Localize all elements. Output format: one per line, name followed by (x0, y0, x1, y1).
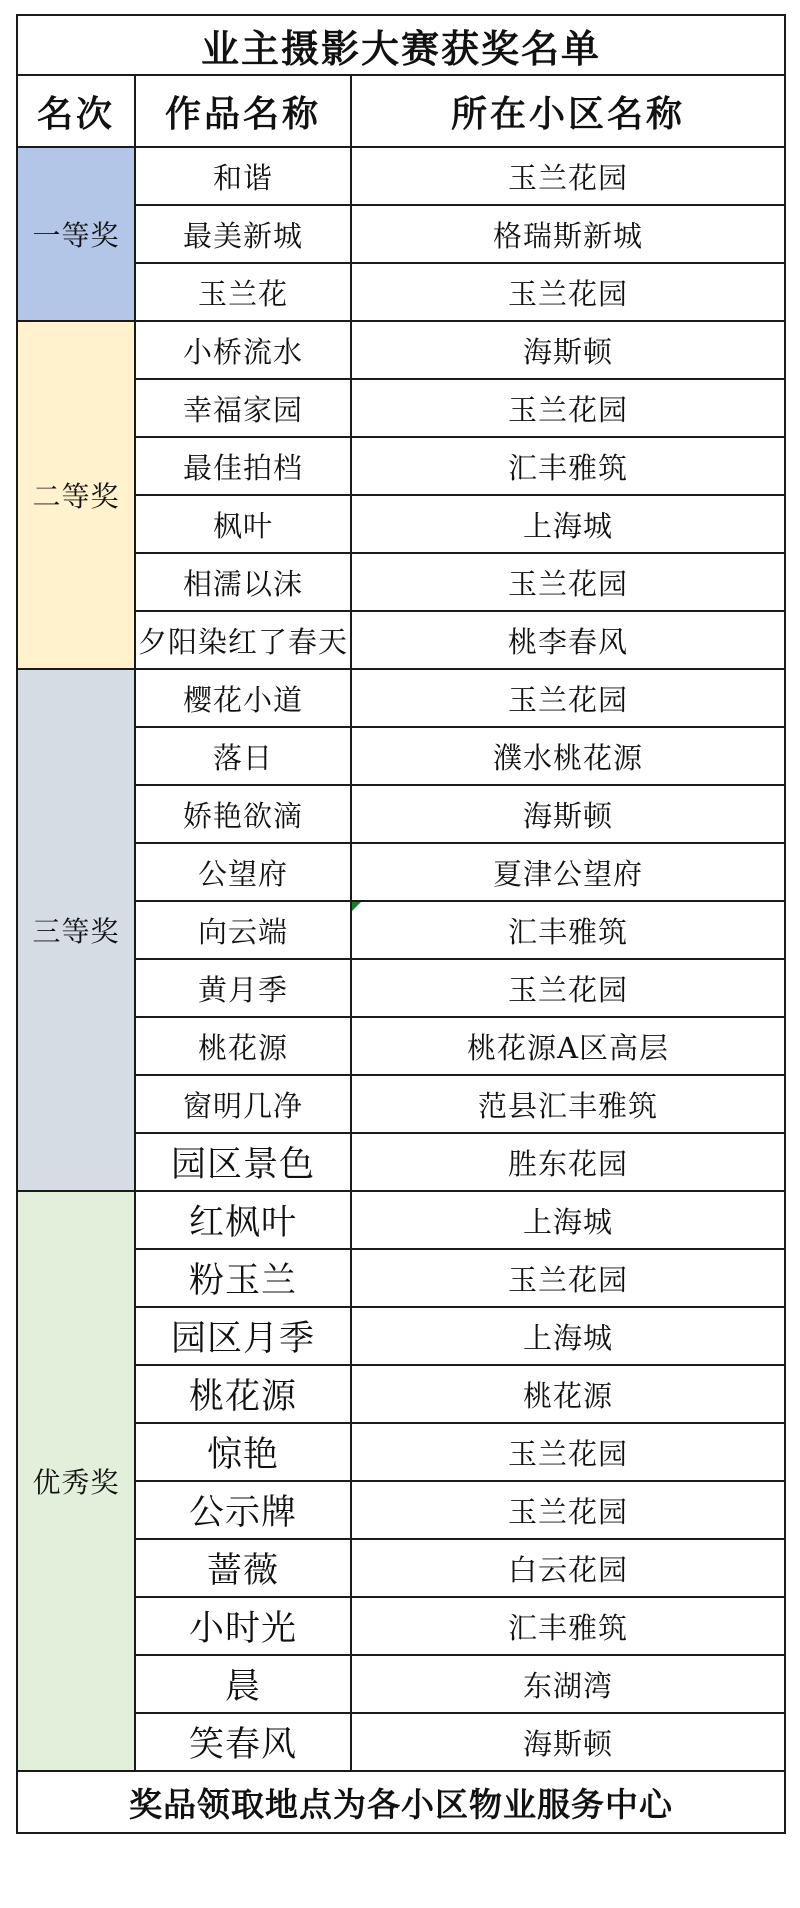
work-cell: 园区景色 (135, 1133, 351, 1191)
community-cell: 玉兰花园 (351, 1423, 785, 1481)
community-cell: 上海城 (351, 1191, 785, 1249)
work-cell: 落日 (135, 727, 351, 785)
rank-cell-merit-prize: 优秀奖 (17, 1191, 135, 1771)
table-row (17, 147, 785, 205)
work-cell: 向云端 (135, 901, 351, 959)
table-title: 业主摄影大赛获奖名单 (17, 15, 785, 75)
community-cell: 范县汇丰雅筑 (351, 1075, 785, 1133)
work-cell: 窗明几净 (135, 1075, 351, 1133)
community-cell: 上海城 (351, 495, 785, 553)
work-cell: 桃花源 (135, 1365, 351, 1423)
work-cell: 园区月季 (135, 1307, 351, 1365)
work-cell: 相濡以沫 (135, 553, 351, 611)
award-table (16, 14, 786, 1834)
column-header-community: 所在小区名称 (351, 75, 785, 147)
work-cell: 樱花小道 (135, 669, 351, 727)
community-cell: 汇丰雅筑 (351, 437, 785, 495)
community-cell: 汇丰雅筑 (351, 1597, 785, 1655)
table-row (17, 321, 785, 379)
work-cell: 公望府 (135, 843, 351, 901)
work-cell: 惊艳 (135, 1423, 351, 1481)
work-cell: 夕阳染红了春天 (135, 611, 351, 669)
community-cell: 玉兰花园 (351, 553, 785, 611)
community-cell: 玉兰花园 (351, 147, 785, 205)
work-cell: 公示牌 (135, 1481, 351, 1539)
work-cell: 玉兰花 (135, 263, 351, 321)
community-cell: 格瑞斯新城 (351, 205, 785, 263)
community-cell: 玉兰花园 (351, 669, 785, 727)
footer-row (17, 1771, 785, 1833)
work-cell: 红枫叶 (135, 1191, 351, 1249)
community-cell: 玉兰花园 (351, 263, 785, 321)
community-cell-with-note (351, 901, 785, 959)
community-cell: 玉兰花园 (351, 1481, 785, 1539)
community-text: 汇丰雅筑 (508, 914, 629, 949)
work-cell: 最美新城 (135, 205, 351, 263)
community-cell: 玉兰花园 (351, 1249, 785, 1307)
rank-cell-third-prize: 三等奖 (17, 669, 135, 1191)
work-cell: 笑春风 (135, 1713, 351, 1771)
community-cell: 上海城 (351, 1307, 785, 1365)
community-cell: 胜东花园 (351, 1133, 785, 1191)
community-cell: 海斯顿 (351, 1713, 785, 1771)
work-cell: 黄月季 (135, 959, 351, 1017)
header-row (17, 75, 785, 147)
work-cell: 枫叶 (135, 495, 351, 553)
work-cell: 幸福家园 (135, 379, 351, 437)
rank-cell-first-prize: 一等奖 (17, 147, 135, 321)
community-cell: 东湖湾 (351, 1655, 785, 1713)
community-cell: 海斯顿 (351, 785, 785, 843)
community-cell: 海斯顿 (351, 321, 785, 379)
community-cell: 玉兰花园 (351, 959, 785, 1017)
footer-note: 奖品领取地点为各小区物业服务中心 (17, 1771, 785, 1833)
work-cell: 晨 (135, 1655, 351, 1713)
work-cell: 和谐 (135, 147, 351, 205)
work-cell: 桃花源 (135, 1017, 351, 1075)
community-cell: 玉兰花园 (351, 379, 785, 437)
award-list-sheet (16, 14, 786, 1834)
title-row (17, 15, 785, 75)
table-row (17, 669, 785, 727)
work-cell: 小时光 (135, 1597, 351, 1655)
community-cell: 桃花源 (351, 1365, 785, 1423)
column-header-rank: 名次 (17, 75, 135, 147)
community-cell: 桃花源A区高层 (351, 1017, 785, 1075)
rank-cell-second-prize: 二等奖 (17, 321, 135, 669)
work-cell: 最佳拍档 (135, 437, 351, 495)
community-cell: 濮水桃花源 (351, 727, 785, 785)
column-header-work: 作品名称 (135, 75, 351, 147)
community-cell: 白云花园 (351, 1539, 785, 1597)
work-cell: 娇艳欲滴 (135, 785, 351, 843)
community-cell: 桃李春风 (351, 611, 785, 669)
work-cell: 蔷薇 (135, 1539, 351, 1597)
table-row (17, 1191, 785, 1249)
work-cell: 粉玉兰 (135, 1249, 351, 1307)
cell-note-marker-icon (352, 902, 361, 911)
community-cell: 夏津公望府 (351, 843, 785, 901)
work-cell: 小桥流水 (135, 321, 351, 379)
